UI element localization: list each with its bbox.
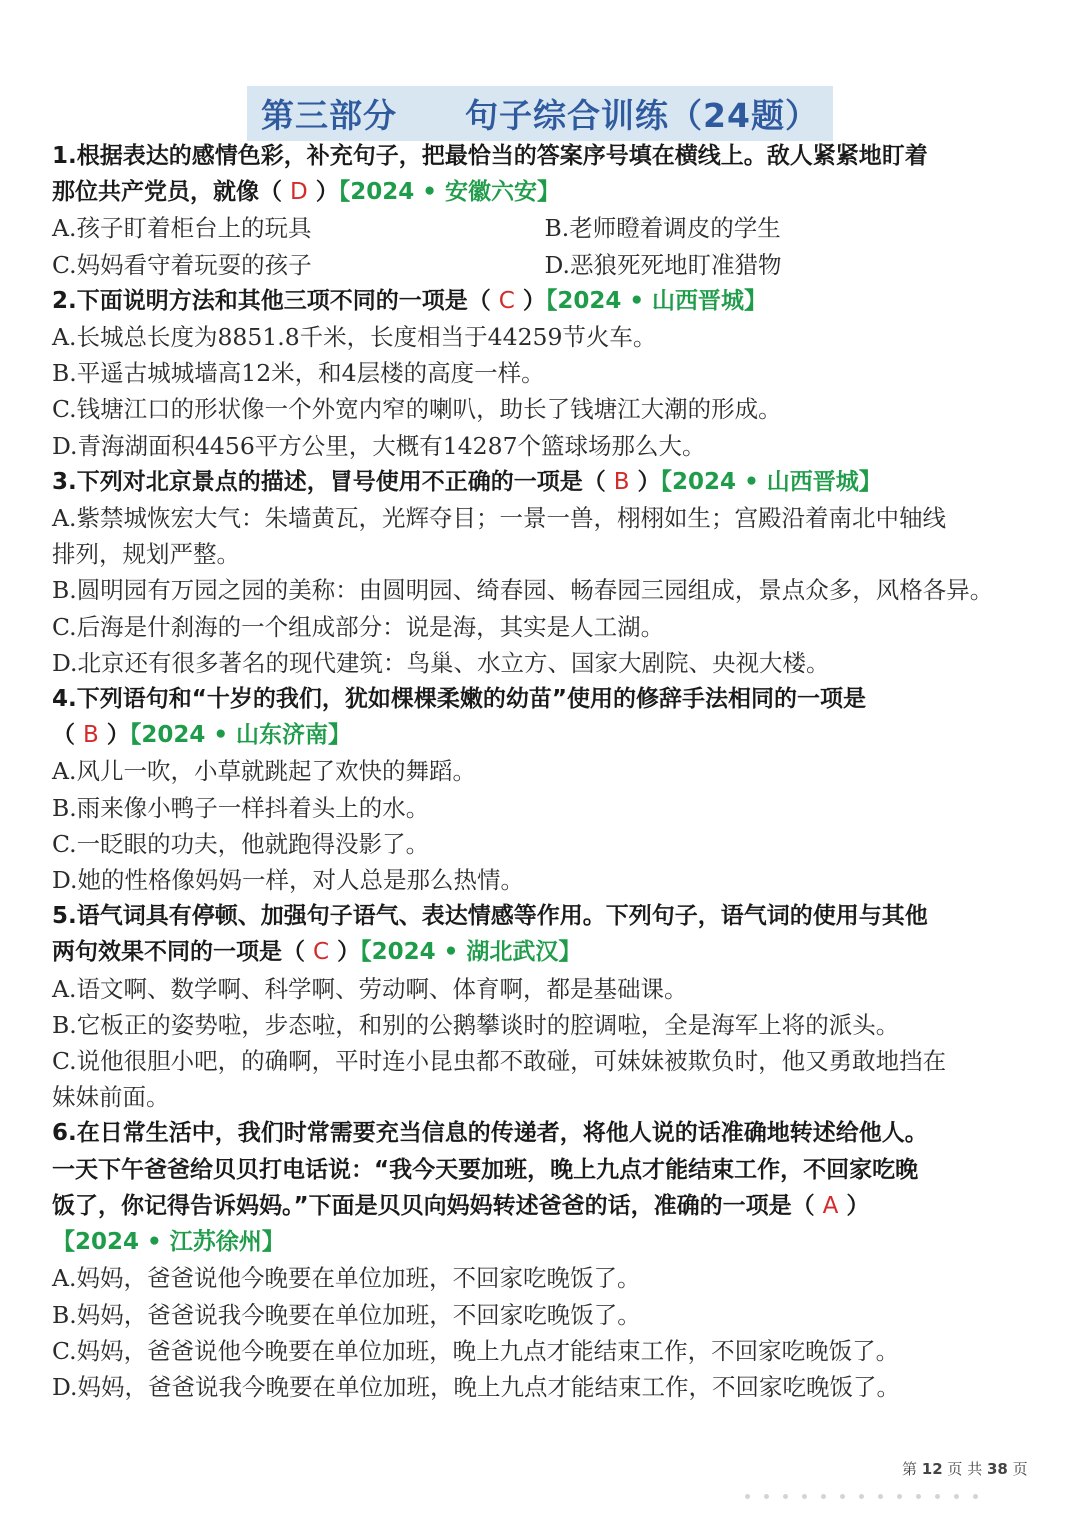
question-1 [52,138,1037,283]
answer-close: ） [838,1192,870,1219]
current-page: 12 [921,1460,943,1478]
question-stem-text: 两句效果不同的一项是（ [52,939,314,966]
section-title: 第三部分 句子综合训练（24题） [247,86,833,141]
page-number [902,1458,1028,1479]
option-c: C.妈妈看守着玩耍的孩子 [52,250,312,279]
source-tag: 【2024 • 山东济南】 [129,722,352,749]
option-c: C.妈妈，爸爸说他今晚要在单位加班，晚上九点才能结束工作，不回家吃晚饭了。 [52,1336,900,1365]
dot [916,1494,921,1499]
option-b: B.雨来像小鸭子一样抖着头上的水。 [52,793,430,822]
option-c: C.说他很胆小吧，的确啊，平时连小昆虫都不敢碰，可妹妹被欺负时，他又勇敢地挡在 [52,1047,947,1076]
decorative-dots [745,1484,1045,1492]
question-2 [52,283,1037,464]
source-tag: 【2024 • 湖北武汉】 [360,939,582,966]
option-c: C.一眨眼的功夫，他就跑得没影了。 [52,829,430,858]
question-stem-line [52,283,1037,319]
option-d: D.北京还有很多著名的现代建筑：鸟巢、水立方、国家大剧院、央视大楼。 [52,648,830,677]
answer-letter: D [290,179,308,206]
option-a: A.孩子盯着柜台上的玩具 [52,214,312,243]
answer-close: ） [514,287,546,314]
question-3 [52,464,1037,681]
option-a: A.语文啊、数学啊、科学啊、劳动啊、体育啊，都是基础课。 [52,974,688,1003]
question-stem-text: 那位共产党员，就像（ [52,179,291,206]
dot [821,1494,826,1499]
dot [840,1494,845,1499]
dot [954,1494,959,1499]
question-stem-line: 1.根据表达的感情色彩，补充句子，把最恰当的答案序号填在横线上。敌人紧紧地盯着 [52,143,928,169]
option-b: B.平遥古城城墙高12米，和4层楼的高度一样。 [52,359,545,388]
question-stem-line: 6.在日常生活中，我们时常需要充当信息的传递者，将他人说的话准确地转述给他人。 [52,1120,928,1147]
question-stem-line: 4.下列语句和“十岁的我们，犹如棵棵柔嫩的幼苗”使用的修辞手法相同的一项是 [52,686,866,713]
question-stem-line [52,934,1037,970]
answer-letter: A [822,1192,839,1219]
question-stem-line: 一天下午爸爸给贝贝打电话说：“我今天要加班，晚上九点才能结束工作，不回家吃晚 [52,1156,919,1183]
dot [764,1494,769,1499]
dot [745,1494,750,1499]
question-stem-text: 饭了，你记得告诉妈妈。”下面是贝贝向妈妈转述爸爸的话，准确的一项是（ [52,1192,823,1219]
answer-close: ） [329,939,361,966]
option-a: A.长城总长度为8851.8千米，长度相当于44259节火车。 [52,323,657,352]
question-list [52,138,1037,1405]
answer-close: ） [98,722,130,749]
option-b: B.老师瞪着调皮的学生 [544,214,781,243]
dot [878,1494,883,1499]
option-a-continued: 排列，规划严整。 [52,540,240,569]
option-d: D.青海湖面积4456平方公里，大概有14287个篮球场那么大。 [52,431,706,460]
option-a: A.紫禁城恢宏大气：朱墙黄瓦，光辉夺目；一景一兽，栩栩如生；宫殿沿着南北中轴线 [52,504,946,533]
question-stem-line [52,174,1037,210]
answer-close: ） [307,179,339,206]
option-d: D.恶狼死死地盯准猎物 [544,250,782,279]
option-a: A.风儿一吹，小草就跳起了欢快的舞蹈。 [52,757,476,786]
option-row [52,247,1037,283]
question-6 [52,1115,1037,1405]
dot [783,1494,788,1499]
dot [802,1494,807,1499]
title-wrapper [0,86,1080,141]
answer-letter: C [313,939,330,966]
option-d: D.她的性格像妈妈一样，对人总是那么热情。 [52,866,524,895]
page-number-prefix: 第 [902,1460,922,1478]
question-stem-line: 5.语气词具有停顿、加强句子语气、表达情感等作用。下列句子，语气词的使用与其他 [52,903,928,930]
question-4 [52,681,1037,898]
question-stem-line [52,464,1037,500]
question-stem-text: （ [52,722,84,749]
option-b: B.圆明园有万园之园的美称：由圆明园、绮春园、畅春园三园组成，景点众多，风格各异。 [52,576,994,605]
option-row [52,210,1037,246]
question-stem-text: 2.下面说明方法和其他三项不同的一项是（ [52,287,499,314]
answer-letter: C [498,287,515,314]
question-5 [52,898,1037,1115]
answer-letter: B [83,722,99,749]
option-c: C.后海是什刹海的一个组成部分：说是海，其实是人工湖。 [52,612,665,641]
question-stem-line [52,1188,1037,1224]
option-b: B.它板正的姿势啦，步态啦，和别的公鹅攀谈时的腔调啦，全是海军上将的派头。 [52,1010,900,1039]
option-a: A.妈妈，爸爸说他今晚要在单位加班，不回家吃晚饭了。 [52,1264,641,1293]
answer-close: ） [629,468,661,495]
dot [859,1494,864,1499]
dot [935,1494,940,1499]
total-pages: 38 [986,1460,1008,1478]
source-tag: 【2024 • 江苏徐州】 [52,1229,285,1256]
source-tag: 【2024 • 安徽六安】 [338,179,560,206]
option-b: B.妈妈，爸爸说我今晚要在单位加班，不回家吃晚饭了。 [52,1300,641,1329]
page-number-middle: 页 共 [942,1460,987,1478]
source-tag: 【2024 • 山西晋城】 [660,468,882,495]
question-stem-text: 3.下列对北京景点的描述，冒号使用不正确的一项是（ [52,468,614,495]
dot [973,1494,978,1499]
question-stem-line [52,717,1037,753]
source-tag: 【2024 • 山西晋城】 [545,287,768,314]
question-source-line [52,1224,1037,1260]
option-c: C.钱塘江口的形状像一个外宽内窄的喇叭，助长了钱塘江大潮的形成。 [52,395,782,424]
answer-letter: B [613,468,630,495]
page-number-suffix: 页 [1007,1460,1028,1478]
dot [897,1494,902,1499]
option-c-continued: 妹妹前面。 [52,1083,170,1112]
option-d: D.妈妈，爸爸说我今晚要在单位加班，晚上九点才能结束工作，不回家吃晚饭了。 [52,1372,900,1401]
